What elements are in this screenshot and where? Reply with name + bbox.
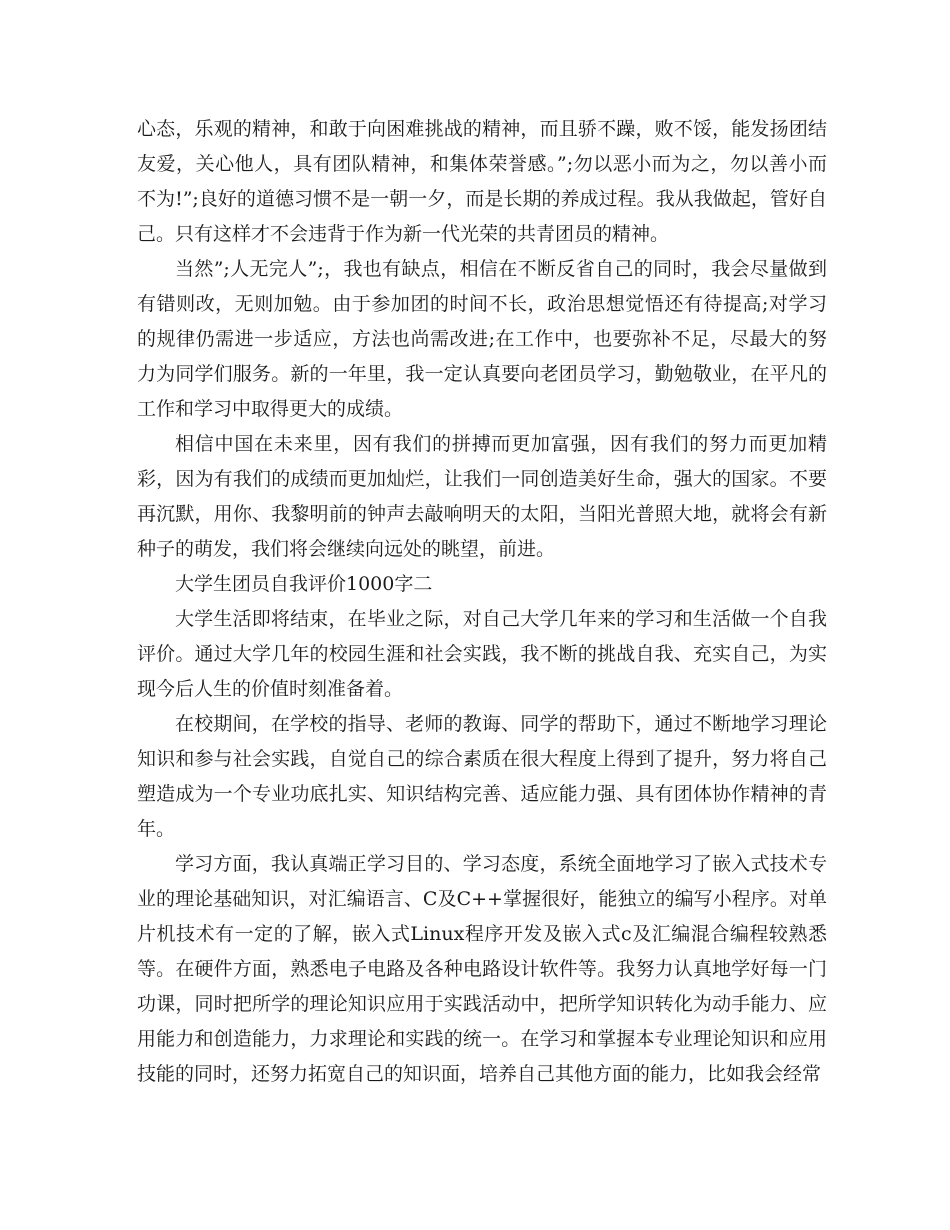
document-body <box>137 112 827 1092</box>
paragraph-4: 大学生活即将结束，在毕业之际，对自己大学几年来的学习和生活做一个自我评价。通过大学几年的校园生涯和社会实践，我不断的挑战自我、充实自己，为实现今后人生的价值时刻准备着。 <box>137 608 827 700</box>
paragraph-1: 心态，乐观的精神，和敢于向困难挑战的精神，而且骄不躁，败不馁，能发扬团结友爱，关心他人，具有团队精神，和集体荣誉感。”;勿以恶小而为之，勿以善小而不为!”;良好的道德习惯不是一朝一夕，而是长期的养成过程。我从我做起，管好自己。只有这样才不会违背于作为新一代光荣的共青团员的精神。 <box>137 118 827 245</box>
paragraph-2: 当然”;人无完人”;，我也有缺点，相信在不断反省自己的同时，我会尽量做到有错则改，无则加勉。由于参加团的时间不长，政治思想觉悟还有待提高;对学习的规律仍需进一步适应，方法也尚需改进;在工作中，也要弥补不足，尽最大的努力为同学们服务。新的一年里，我一定认真要向老团员学习，勤勉敬业，在平凡的工作和学习中取得更大的成绩。 <box>137 258 827 420</box>
paragraph-6: 学习方面，我认真端正学习目的、学习态度，系统全面地学习了嵌入式技术专业的理论基础知识，对汇编语言、C及C++掌握很好，能独立的编写小程序。对单片机技术有一定的了解，嵌入式Linux程序开发及嵌入式c及汇编混合编程较熟悉等。在硬件方面，熟悉电子电路及各种电路设计软件等。我努力认真地学好每一门功课，同时把所学的理论知识应用于实践活动中，把所学知识转化为动手能力、应用能力和创造能力，力求理论和实践的统一。在学习和掌握本专业理论知识和应用技能的同时，还努力拓宽自己的知识面，培养自己其他方面的能力，比如我会经常 <box>137 853 827 1085</box>
paragraph-3: 相信中国在未来里，因有我们的拼搏而更加富强，因有我们的努力而更加精彩，因为有我们的成绩而更加灿烂，让我们一同创造美好生命，强大的国家。不要再沉默，用你、我黎明前的钟声去敲响明天的太阳，当阳光普照大地，就将会有新种子的萌发，我们将会继续向远处的眺望，前进。 <box>137 433 827 560</box>
section-title: 大学生团员自我评价1000字二 <box>175 573 433 595</box>
paragraph-5: 在校期间，在学校的指导、老师的教诲、同学的帮助下，通过不断地学习理论知识和参与社会实践，自觉自己的综合素质在很大程度上得到了提升，努力将自己塑造成为一个专业功底扎实、知识结构完善、适应能力强、具有团体协作精神的青年。 <box>137 713 827 840</box>
